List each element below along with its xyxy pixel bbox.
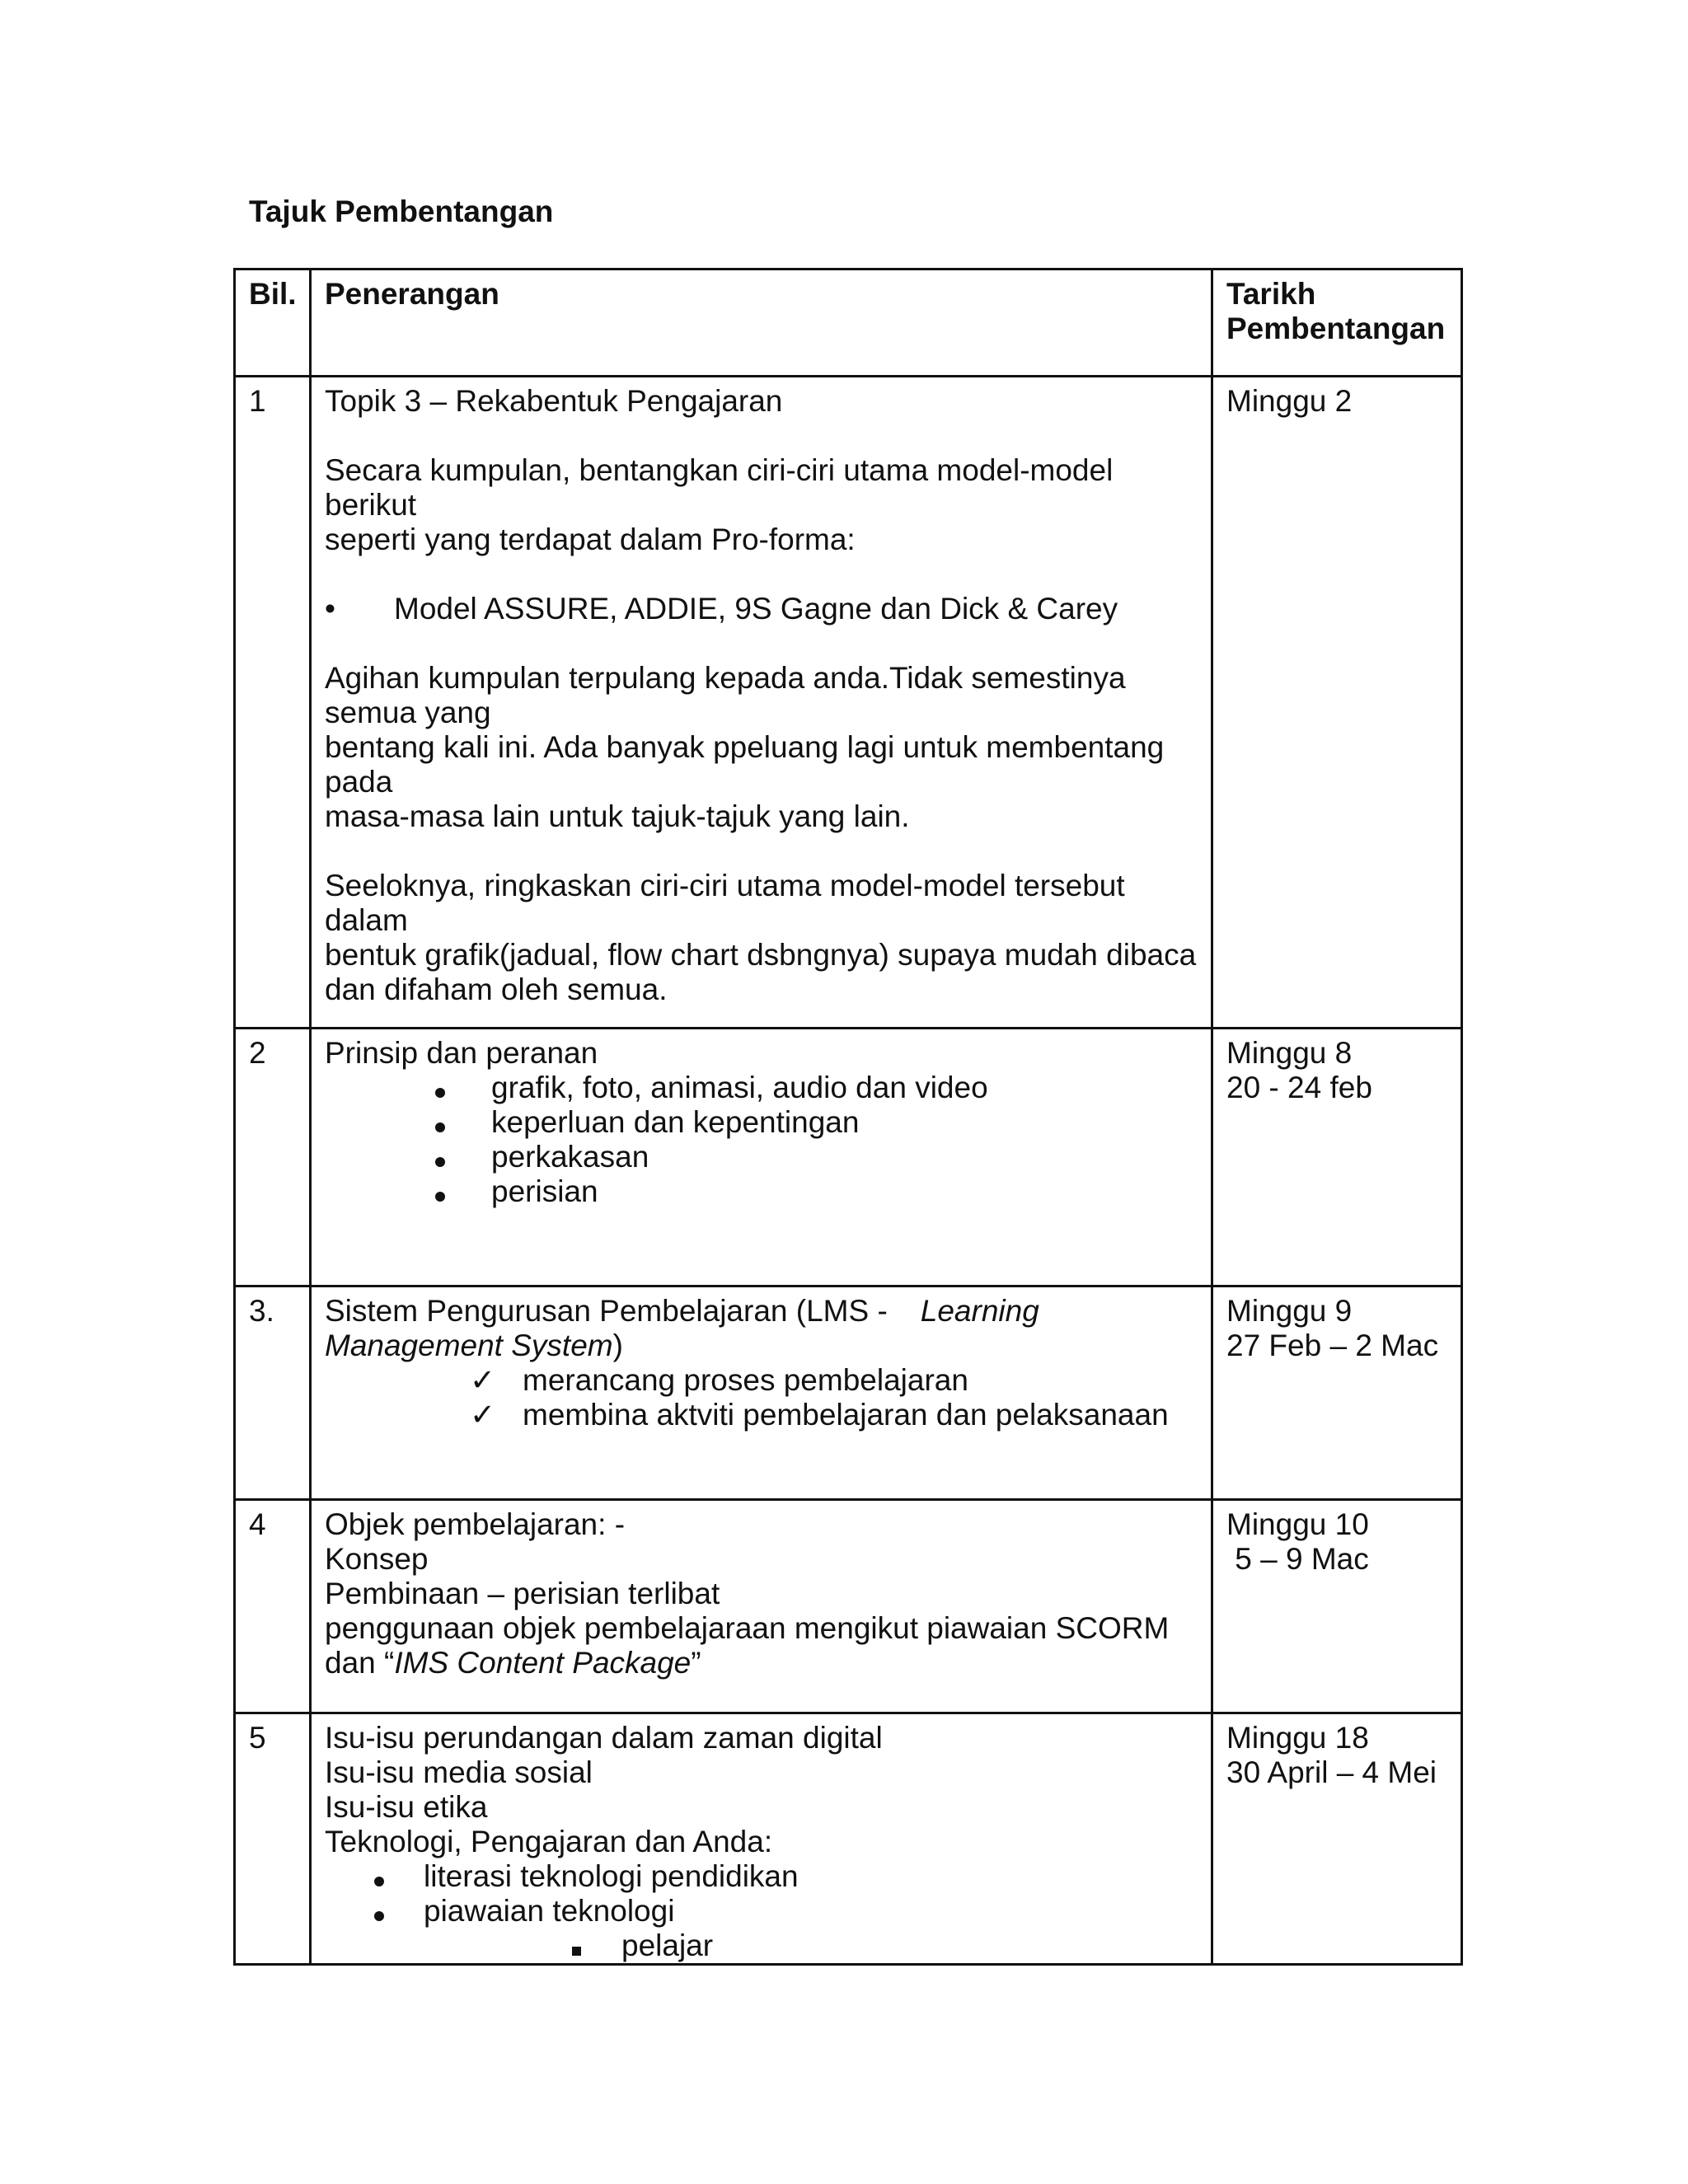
list-item: [325, 1140, 1198, 1174]
date-line: 20 - 24 feb: [1226, 1071, 1372, 1104]
list-item-text: keperluan dan kepentingan: [491, 1105, 860, 1139]
list-item: [325, 1398, 1198, 1432]
text-line: Agihan kumpulan terpulang kepada anda.Tidak semestinya: [325, 661, 1126, 695]
row-date: [1212, 1500, 1462, 1713]
table-row: [235, 1713, 1462, 1965]
row-date: [1212, 377, 1462, 1029]
row-number: 4: [235, 1500, 311, 1713]
checkmark-icon: ✓: [470, 1398, 496, 1432]
text-line: pada: [325, 765, 393, 799]
header-tarikh: [1212, 269, 1462, 377]
text-line: [325, 1646, 1198, 1680]
text-line: Objek pembelajaran: -: [325, 1507, 626, 1541]
lms-subtitle-text: ): [612, 1329, 623, 1362]
date-line: 27 Feb – 2 Mac: [1226, 1329, 1439, 1362]
bullet-dot-icon: [435, 1192, 445, 1202]
row-number: 1: [235, 377, 311, 1029]
text-line: Pembinaan – perisian terlibat: [325, 1577, 720, 1610]
table-row: [235, 1286, 1462, 1500]
list-item-text: Model ASSURE, ADDIE, 9S Gagne dan Dick & Carey: [394, 592, 1118, 626]
lms-title-text: Sistem Pengurusan Pembelajaran (LMS -: [325, 1294, 888, 1328]
lms-subtitle-italic: Management System: [325, 1329, 613, 1362]
table-row: [235, 1029, 1462, 1286]
date-line: Minggu 9: [1226, 1294, 1353, 1328]
text-line: [325, 1329, 1198, 1363]
bullet-dot-icon: [435, 1122, 445, 1132]
date-line: 30 April – 4 Mei: [1226, 1755, 1437, 1789]
list-item: [325, 1105, 1198, 1140]
row-description: [311, 1286, 1212, 1500]
row-number: 2: [235, 1029, 311, 1286]
list-item-text: pelajar: [621, 1929, 714, 1962]
row-date: [1212, 1713, 1462, 1965]
bullet-dot-icon: [374, 1877, 384, 1886]
text-line: dalam: [325, 903, 408, 937]
bullet-square-icon: [572, 1947, 581, 1956]
header-bil: Bil.: [235, 269, 311, 377]
row-description: [311, 1500, 1212, 1713]
topic-title: Prinsip dan peranan: [325, 1036, 598, 1070]
ims-italic: IMS Content Package: [394, 1646, 692, 1680]
date-line: Minggu 18: [1226, 1721, 1369, 1755]
text-line: Isu-isu perundangan dalam zaman digital: [325, 1721, 883, 1755]
table-header-row: [235, 269, 1462, 377]
list-item: [325, 1363, 1198, 1398]
topic-title: Topik 3 – Rekabentuk Pengajaran: [325, 384, 783, 418]
list-item: [325, 592, 1198, 626]
bullet-dot-icon: [435, 1157, 445, 1167]
text-line: Isu-isu etika: [325, 1790, 488, 1824]
row-description: [311, 377, 1212, 1029]
row-date: [1212, 1286, 1462, 1500]
row-date: [1212, 1029, 1462, 1286]
list-item: [325, 1894, 1198, 1929]
text-line: [325, 1294, 1198, 1329]
checkmark-icon: ✓: [470, 1363, 496, 1397]
date-line: 5 – 9 Mac: [1226, 1542, 1369, 1576]
table-row: [235, 1500, 1462, 1713]
bullet-dot-icon: [435, 1088, 445, 1098]
text-line: Teknologi, Pengajaran dan Anda:: [325, 1825, 773, 1858]
list-item: [325, 1071, 1198, 1105]
text-line: Seeloknya, ringkaskan ciri-ciri utama model-model tersebut: [325, 869, 1125, 902]
text-line: Konsep: [325, 1542, 429, 1576]
date-line: Minggu 2: [1226, 384, 1353, 418]
list-item: [325, 1859, 1198, 1894]
text-suffix: ”: [691, 1646, 701, 1680]
bullet-dot-icon: [374, 1911, 384, 1921]
table-row: [235, 377, 1462, 1029]
presentation-table: [233, 268, 1463, 1966]
date-line: Minggu 10: [1226, 1507, 1369, 1541]
list-item-text: perkakasan: [491, 1140, 649, 1174]
text-line: penggunaan objek pembelajaraan mengikut piawaian SCORM: [325, 1611, 1170, 1645]
list-item: [325, 1174, 1198, 1209]
text-prefix: dan “: [325, 1646, 395, 1680]
text-line: bentang kali ini. Ada banyak ppeluang lagi untuk membentang: [325, 730, 1165, 764]
row-number: 5: [235, 1713, 311, 1965]
list-item-text: perisian: [491, 1174, 598, 1208]
page-title: Tajuk Pembentangan: [249, 194, 554, 228]
list-item-text: membina aktviti pembelajaran dan pelaksanaan: [523, 1398, 1169, 1432]
text-line: semua yang: [325, 696, 491, 729]
list-item: [325, 1929, 1198, 1963]
list-item-text: grafik, foto, animasi, audio dan video: [491, 1071, 988, 1104]
list-item-text: merancang proses pembelajaran: [523, 1363, 968, 1397]
header-penerangan: Penerangan: [311, 269, 1212, 377]
lms-title-italic: Learning: [920, 1294, 1039, 1328]
bullet-icon: •: [325, 592, 335, 626]
text-line: seperti yang terdapat dalam Pro-forma:: [325, 523, 856, 556]
row-description: [311, 1029, 1212, 1286]
header-tarikh-line1: Tarikh: [1226, 277, 1316, 311]
text-line: dan difaham oleh semua.: [325, 972, 668, 1006]
header-tarikh-line2: Pembentangan: [1226, 312, 1446, 345]
list-item-text: literasi teknologi pendidikan: [424, 1859, 799, 1893]
text-line: masa-masa lain untuk tajuk-tajuk yang lain.: [325, 799, 910, 833]
text-line: Secara kumpulan, bentangkan ciri-ciri utama model-model: [325, 453, 1114, 487]
text-line: bentuk grafik(jadual, flow chart dsbngnya) supaya mudah dibaca: [325, 938, 1197, 972]
list-item-text: piawaian teknologi: [424, 1894, 675, 1928]
text-line: Isu-isu media sosial: [325, 1755, 593, 1789]
row-number: 3.: [235, 1286, 311, 1500]
row-description: [311, 1713, 1212, 1965]
date-line: Minggu 8: [1226, 1036, 1353, 1070]
text-line: berikut: [325, 488, 417, 522]
